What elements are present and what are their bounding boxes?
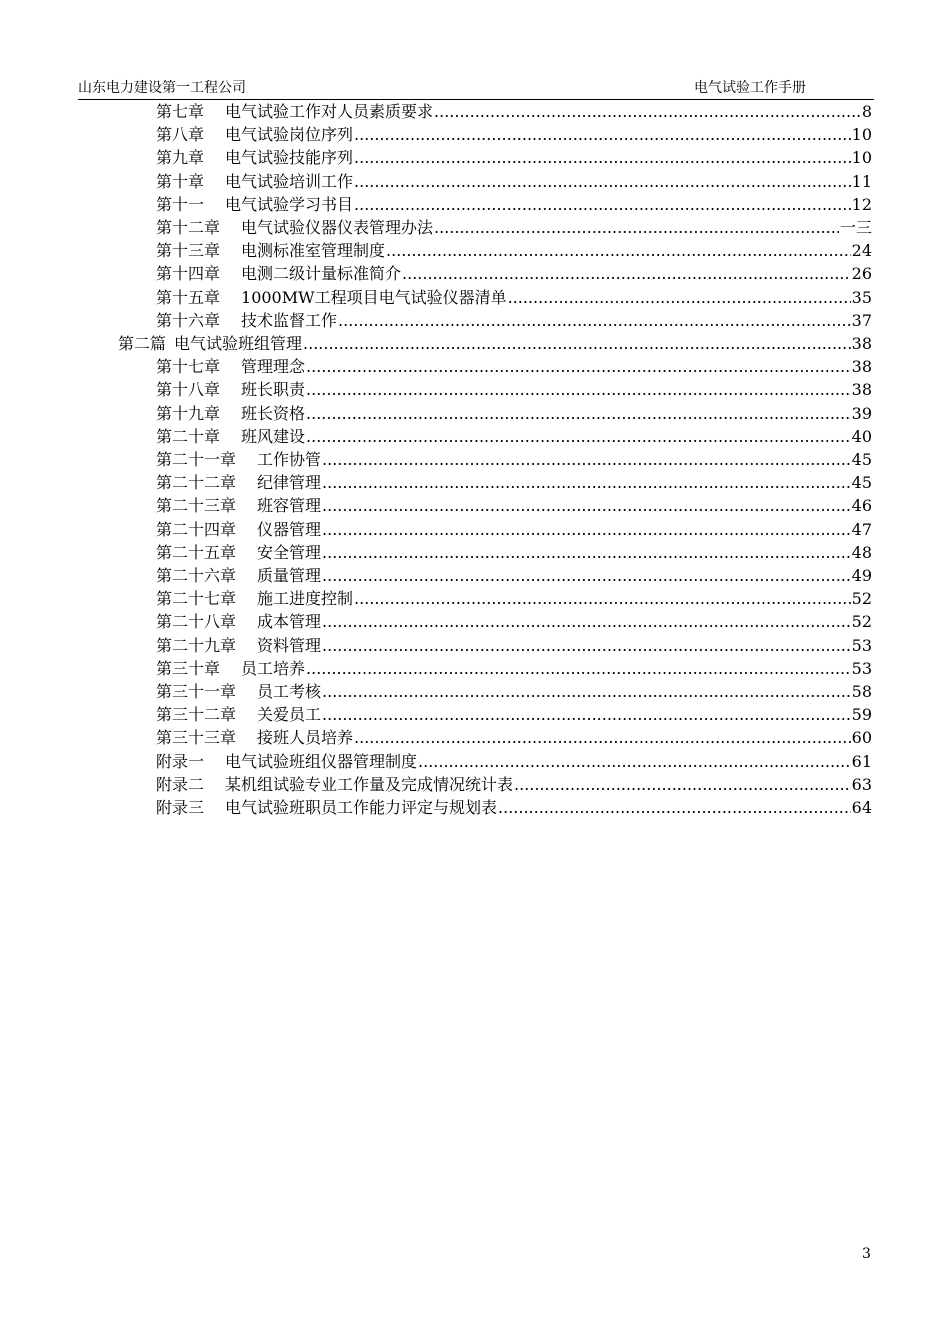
toc-chapter-label: 第二篇 [118, 334, 167, 353]
toc-entry[interactable] [156, 123, 872, 146]
toc-dot-leader [322, 634, 851, 657]
toc-chapter-label: 第二十八章 [156, 612, 237, 632]
toc-dot-leader [303, 332, 851, 355]
toc-entry[interactable] [156, 796, 872, 819]
toc-title: 仪器管理 [257, 519, 322, 539]
toc-title: 电测标准室管理制度 [241, 241, 386, 261]
toc-entry[interactable] [156, 750, 872, 773]
toc-title: 员工培养 [241, 658, 306, 678]
toc-dot-leader [306, 355, 851, 378]
page-number: 3 [862, 1246, 871, 1262]
toc-page-number: 59 [851, 705, 872, 725]
toc-dot-leader [508, 286, 851, 309]
toc-page-number: 38 [851, 380, 872, 400]
toc-dot-leader [514, 773, 851, 796]
toc-chapter-label: 附录一 [156, 751, 205, 771]
toc-page-number: 24 [851, 241, 872, 261]
toc-dot-leader [306, 378, 851, 401]
toc-dot-leader [402, 262, 851, 285]
toc-chapter-label: 第七章 [156, 102, 205, 121]
toc-entry[interactable] [156, 564, 872, 587]
toc-page-number: 一三 [839, 218, 872, 237]
toc-page-number: 52 [851, 612, 872, 632]
toc-page-number: 10 [851, 148, 872, 168]
toc-chapter-label: 第二十五章 [156, 542, 237, 562]
toc-title: 工作协管 [257, 450, 322, 469]
toc-page-number: 48 [851, 542, 872, 562]
toc-entry[interactable] [156, 773, 872, 796]
toc-chapter-label: 附录二 [156, 774, 205, 794]
toc-title: 电气试验班职员工作能力评定与规划表 [225, 798, 498, 817]
toc-entry[interactable] [156, 494, 872, 517]
toc-page-number: 64 [851, 798, 872, 817]
toc-chapter-label: 第三十二章 [156, 705, 237, 725]
toc-title: 班风建设 [241, 426, 306, 446]
toc-dot-leader [354, 170, 851, 193]
toc-page-number: 10 [851, 125, 872, 145]
toc-chapter-label: 第二十一章 [156, 450, 237, 469]
toc-chapter-label: 第九章 [156, 148, 205, 168]
toc-dot-leader [498, 796, 851, 819]
toc-chapter-label: 第十二章 [156, 218, 221, 237]
toc-dot-leader [322, 703, 851, 726]
toc-dot-leader [354, 587, 851, 610]
toc-title: 班长资格 [241, 403, 306, 423]
toc-page-number: 40 [851, 426, 872, 446]
toc-entry[interactable] [156, 425, 872, 448]
toc-entry[interactable] [156, 680, 872, 703]
toc-page-number: 38 [851, 357, 872, 377]
toc-title: 员工考核 [257, 682, 322, 701]
toc-chapter-label: 第十八章 [156, 380, 221, 400]
toc-title: 电气试验学习书目 [225, 194, 354, 214]
toc-title: 管理理念 [241, 357, 306, 377]
toc-title: 技术监督工作 [241, 310, 338, 330]
toc-page-number: 26 [851, 264, 872, 284]
toc-entry[interactable] [156, 634, 872, 657]
toc-entry[interactable] [156, 262, 872, 285]
header-document-title: 电气试验工作手册 [694, 80, 806, 96]
toc-entry[interactable] [156, 216, 872, 239]
toc-page-number: 61 [851, 751, 872, 771]
toc-dot-leader [306, 657, 851, 680]
toc-chapter-label: 第二十四章 [156, 519, 237, 539]
toc-dot-leader [322, 494, 851, 517]
toc-page-number: 63 [851, 774, 872, 794]
toc-page-number: 37 [851, 310, 872, 330]
toc-chapter-label: 第二十九章 [156, 635, 237, 655]
toc-title: 电气试验技能序列 [225, 148, 354, 168]
toc-title: 电测二级计量标准简介 [241, 264, 402, 284]
toc-chapter-label: 第二十三章 [156, 496, 237, 516]
toc-page-number: 45 [851, 473, 872, 493]
toc-entry[interactable] [156, 448, 872, 471]
toc-chapter-label: 第三十一章 [156, 682, 237, 701]
toc-page-number: 49 [851, 566, 872, 585]
toc-entry[interactable] [156, 100, 872, 123]
toc-title: 某机组试验专业工作量及完成情况统计表 [225, 774, 514, 794]
toc-entry[interactable] [156, 610, 872, 633]
toc-chapter-label: 第二十章 [156, 426, 221, 446]
toc-entry[interactable] [156, 146, 872, 169]
toc-page-number: 39 [851, 403, 872, 423]
toc-entry[interactable] [156, 239, 872, 262]
toc-dot-leader [306, 425, 851, 448]
toc-title: 成本管理 [257, 612, 322, 632]
toc-page-number: 52 [851, 589, 872, 609]
toc-page-number: 45 [851, 450, 872, 469]
toc-title: 关爱员工 [257, 705, 322, 725]
toc-page-number: 35 [851, 287, 872, 307]
toc-entry[interactable] [156, 657, 872, 680]
toc-entry[interactable] [156, 726, 872, 749]
toc-title: 电气试验班组仪器管理制度 [225, 751, 418, 771]
toc-title: 安全管理 [257, 542, 322, 562]
toc-page-number: 58 [851, 682, 872, 701]
toc-page-number: 47 [851, 519, 872, 539]
toc-chapter-label: 第二十七章 [156, 589, 237, 609]
toc-dot-leader [322, 564, 851, 587]
toc-page-number: 8 [861, 102, 872, 121]
toc-title: 接班人员培养 [257, 728, 354, 748]
toc-dot-leader [338, 309, 851, 332]
toc-title: 电气试验工作对人员素质要求 [225, 102, 434, 121]
toc-entry[interactable] [156, 355, 872, 378]
toc-chapter-label: 第十四章 [156, 264, 221, 284]
toc-dot-leader [322, 541, 851, 564]
toc-dot-leader [322, 610, 851, 633]
toc-dot-leader [354, 193, 851, 216]
toc-entry[interactable] [118, 332, 872, 355]
toc-entry[interactable] [156, 518, 872, 541]
toc-entry[interactable] [156, 541, 872, 564]
toc-chapter-label: 第三十章 [156, 658, 221, 678]
toc-chapter-label: 第十九章 [156, 403, 221, 423]
toc-title: 电气试验班组管理 [174, 334, 303, 353]
toc-title: 1000MW工程项目电气试验仪器清单 [241, 287, 507, 307]
toc-dot-leader [354, 146, 851, 169]
toc-dot-leader [354, 123, 851, 146]
toc-dot-leader [322, 518, 851, 541]
toc-page-number: 53 [851, 635, 872, 655]
toc-entry[interactable] [156, 587, 872, 610]
page-header [78, 79, 874, 100]
toc-entry[interactable] [156, 471, 872, 494]
toc-chapter-label: 第十六章 [156, 310, 221, 330]
header-company-name: 山东电力建设第一工程公司 [78, 80, 246, 96]
toc-chapter-label: 第十一 [156, 194, 205, 214]
toc-page-number: 38 [851, 334, 872, 353]
toc-title: 电气试验培训工作 [225, 171, 354, 191]
toc-dot-leader [434, 100, 861, 123]
toc-title: 资料管理 [257, 635, 322, 655]
toc-entry[interactable] [156, 703, 872, 726]
toc-title: 施工进度控制 [257, 589, 354, 609]
toc-chapter-label: 第十章 [156, 171, 205, 191]
toc-dot-leader [322, 680, 851, 703]
toc-title: 班长职责 [241, 380, 306, 400]
toc-chapter-label: 第三十三章 [156, 728, 237, 748]
toc-title: 电气试验仪器仪表管理办法 [241, 218, 434, 237]
toc-chapter-label: 第十五章 [156, 287, 221, 307]
toc-dot-leader [434, 216, 839, 239]
toc-page-number: 12 [851, 194, 872, 214]
toc-chapter-label: 第二十二章 [156, 473, 237, 493]
toc-entry[interactable] [156, 170, 872, 193]
toc-entry[interactable] [156, 286, 872, 309]
toc-page-number: 11 [851, 171, 872, 191]
toc-title: 电气试验岗位序列 [225, 125, 354, 145]
toc-dot-leader [354, 726, 851, 749]
toc-chapter-label: 第八章 [156, 125, 205, 145]
toc-entry[interactable] [156, 309, 872, 332]
toc-entry[interactable] [156, 193, 872, 216]
toc-entry[interactable] [156, 378, 872, 401]
toc-title: 纪律管理 [257, 473, 322, 493]
toc-chapter-label: 第十三章 [156, 241, 221, 261]
toc-chapter-label: 第二十六章 [156, 566, 237, 585]
toc-dot-leader [418, 750, 851, 773]
toc-page-number: 53 [851, 658, 872, 678]
toc-page-number: 60 [851, 728, 872, 748]
toc-title: 班容管理 [257, 496, 322, 516]
toc-dot-leader [322, 471, 851, 494]
toc-title: 质量管理 [257, 566, 322, 585]
toc-page-number: 46 [851, 496, 872, 516]
toc-dot-leader [322, 448, 851, 471]
toc-entry[interactable] [156, 402, 872, 425]
toc-chapter-label: 第十七章 [156, 357, 221, 377]
toc-chapter-label: 附录三 [156, 798, 205, 817]
toc-dot-leader [306, 402, 851, 425]
toc-dot-leader [386, 239, 851, 262]
